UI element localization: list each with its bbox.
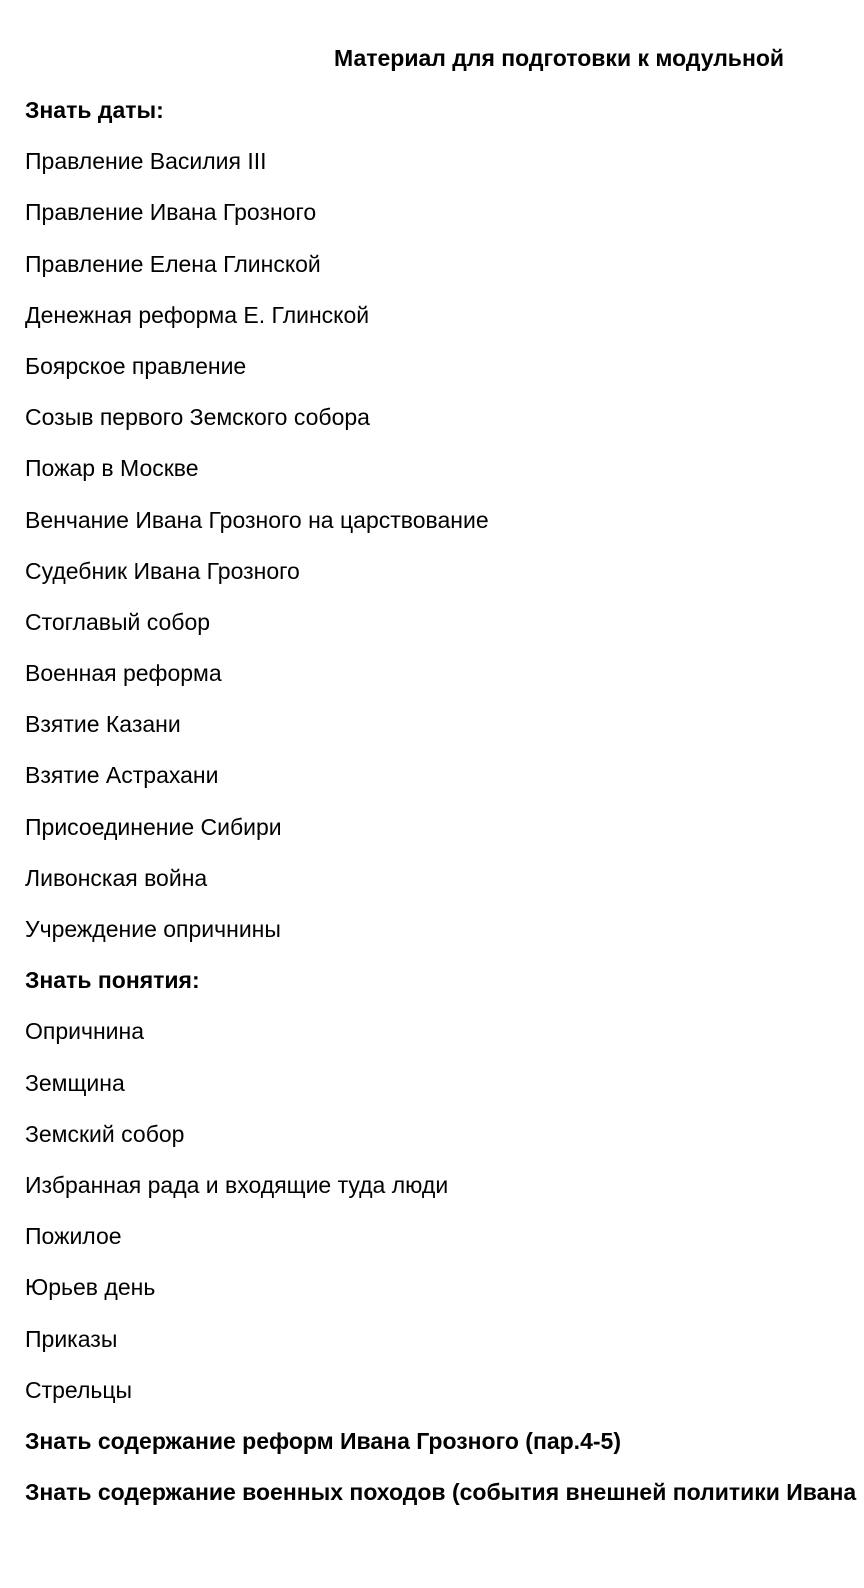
document-line: Юрьев день: [25, 1274, 156, 1301]
document-line: Земщина: [25, 1069, 125, 1096]
document-line: Земский собор: [25, 1120, 185, 1147]
document-line: Правление Василия III: [25, 148, 267, 175]
document-line: Опричнина: [25, 1018, 145, 1045]
document-line: Знать даты:: [25, 97, 164, 123]
document-line: Венчание Ивана Грозного на царствование: [25, 506, 489, 533]
document-line: Избранная рада и входящие туда люди: [25, 1171, 449, 1198]
document-line: Созыв первого Земского собора: [25, 404, 370, 431]
document-title: Материал для подготовки к модульной: [334, 45, 785, 71]
document-line: Знать содержание реформ Ивана Грозного (пар.4-5): [25, 1427, 621, 1454]
document-line: Пожилое: [25, 1223, 122, 1250]
document-line: Знать понятия:: [25, 967, 200, 994]
document-line: Присоединение Сибири: [25, 813, 282, 840]
document-line: Боярское правление: [25, 352, 247, 379]
document-body: [25, 94, 861, 1527]
document-line: Приказы: [25, 1325, 118, 1352]
document-line: Ливонская война: [25, 864, 208, 891]
document-line: Военная реформа: [25, 660, 222, 687]
document-line: Судебник Ивана Грозного: [25, 557, 300, 584]
document-line: Правление Елена Глинской: [25, 250, 321, 277]
document-line: Правление Ивана Грозного: [25, 199, 317, 226]
document-line: Взятие Астрахани: [25, 762, 219, 789]
document-line: Денежная реформа Е. Глинской: [25, 301, 370, 328]
document-line: Взятие Казани: [25, 711, 181, 738]
document-line: Знать содержание военных походов (события внешней политики Ивана: [25, 1479, 857, 1506]
document-line: Пожар в Москве: [25, 455, 199, 482]
document-line: Стрельцы: [25, 1376, 133, 1403]
document-line: Учреждение опричнины: [25, 916, 281, 942]
document-line: Стоглавый собор: [25, 608, 211, 635]
